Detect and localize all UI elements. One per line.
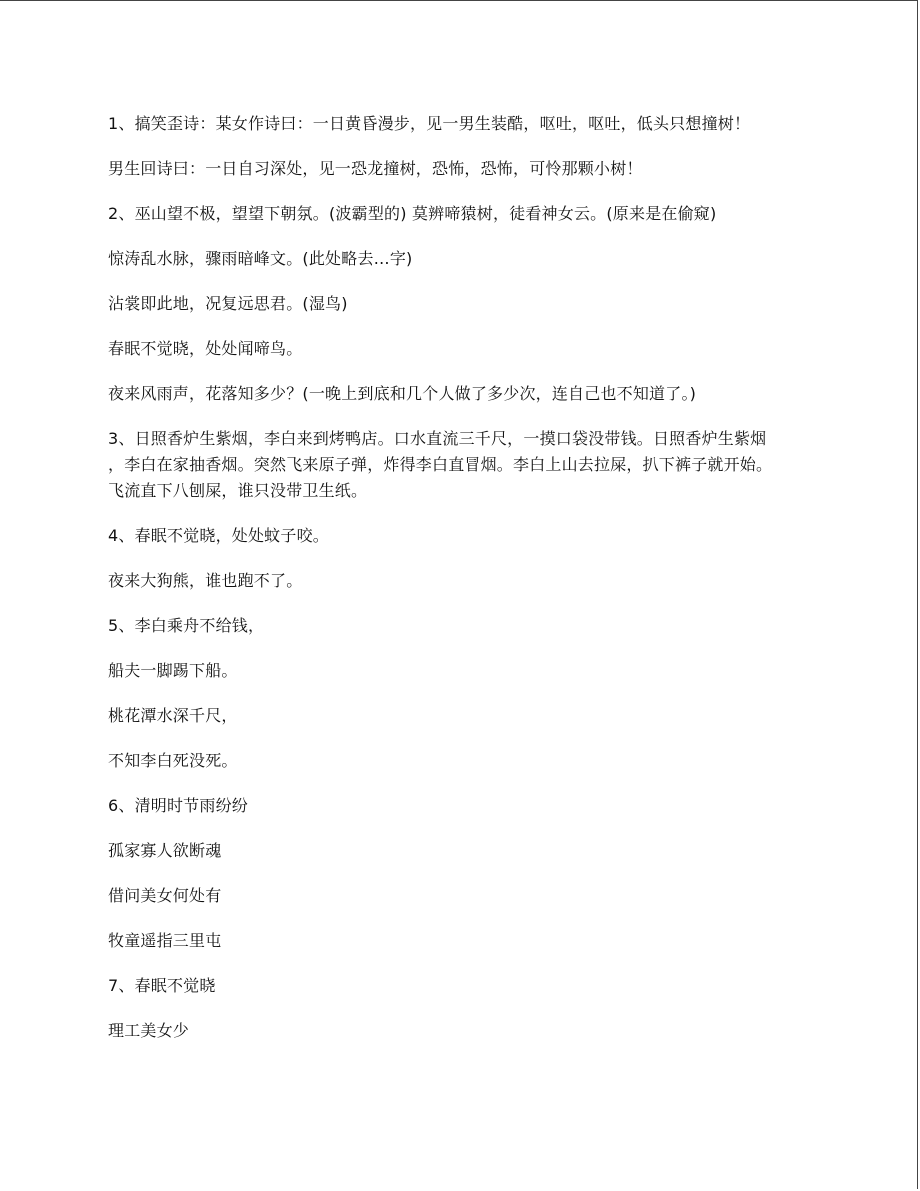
paragraph-3-line-3: 飞流直下八刨屎，谁只没带卫生纸。 <box>108 481 368 500</box>
text-line-6: 春眠不觉晓，处处闻啼鸟。 <box>108 339 303 358</box>
text-line-8: 4、春眠不觉晓，处处蚊子咬。 <box>108 526 329 545</box>
text-line-9: 夜来大狗熊，谁也跑不了。 <box>108 571 303 590</box>
document-body <box>108 111 820 1063</box>
paragraph-3-line-2: ，李白在家抽香烟。突然飞来原子弹，炸得李白直冒烟。李白上山去拉屎，扒下裤子就开始。 <box>108 455 773 474</box>
text-line-19: 理工美女少 <box>108 1021 190 1040</box>
paragraph-3 <box>108 426 820 504</box>
text-line-5: 沾裳即此地，况复远思君。(湿鸟) <box>108 294 348 313</box>
text-line-10: 5、李白乘舟不给钱， <box>108 616 265 635</box>
text-line-18: 7、春眠不觉晓 <box>108 976 216 995</box>
text-line-16: 借问美女何处有 <box>108 886 222 905</box>
text-line-3: 2、巫山望不极，望望下朝氛。(波霸型的) 莫辨啼猿树，徒看神女云。(原来是在偷窥) <box>108 204 717 223</box>
text-line-17: 牧童遥指三里屯 <box>108 931 222 950</box>
text-line-13: 不知李白死没死。 <box>108 751 238 770</box>
text-line-14: 6、清明时节雨纷纷 <box>108 796 248 815</box>
text-line-12: 桃花潭水深千尺， <box>108 706 238 725</box>
text-line-15: 孤家寡人欲断魂 <box>108 841 222 860</box>
text-line-7: 夜来风雨声，花落知多少？(一晚上到底和几个人做了多少次，连自己也不知道了。) <box>108 384 697 403</box>
text-line-2: 男生回诗曰：一日自习深处，见一恐龙撞树，恐怖，恐怖，可怜那颗小树！ <box>108 159 643 178</box>
paragraph-3-line-1: 3、日照香炉生紫烟，李白来到烤鸭店。口水直流三千尺，一摸口袋没带钱。日照香炉生紫烟 <box>108 429 767 448</box>
text-line-11: 船夫一脚踢下船。 <box>108 661 238 680</box>
text-line-4: 惊涛乱水脉，骤雨暗峰文。(此处略去…字) <box>108 249 413 268</box>
text-line-1: 1、搞笑歪诗：某女作诗曰：一日黄昏漫步，见一男生装酷，呕吐，呕吐，低头只想撞树！ <box>108 114 751 133</box>
